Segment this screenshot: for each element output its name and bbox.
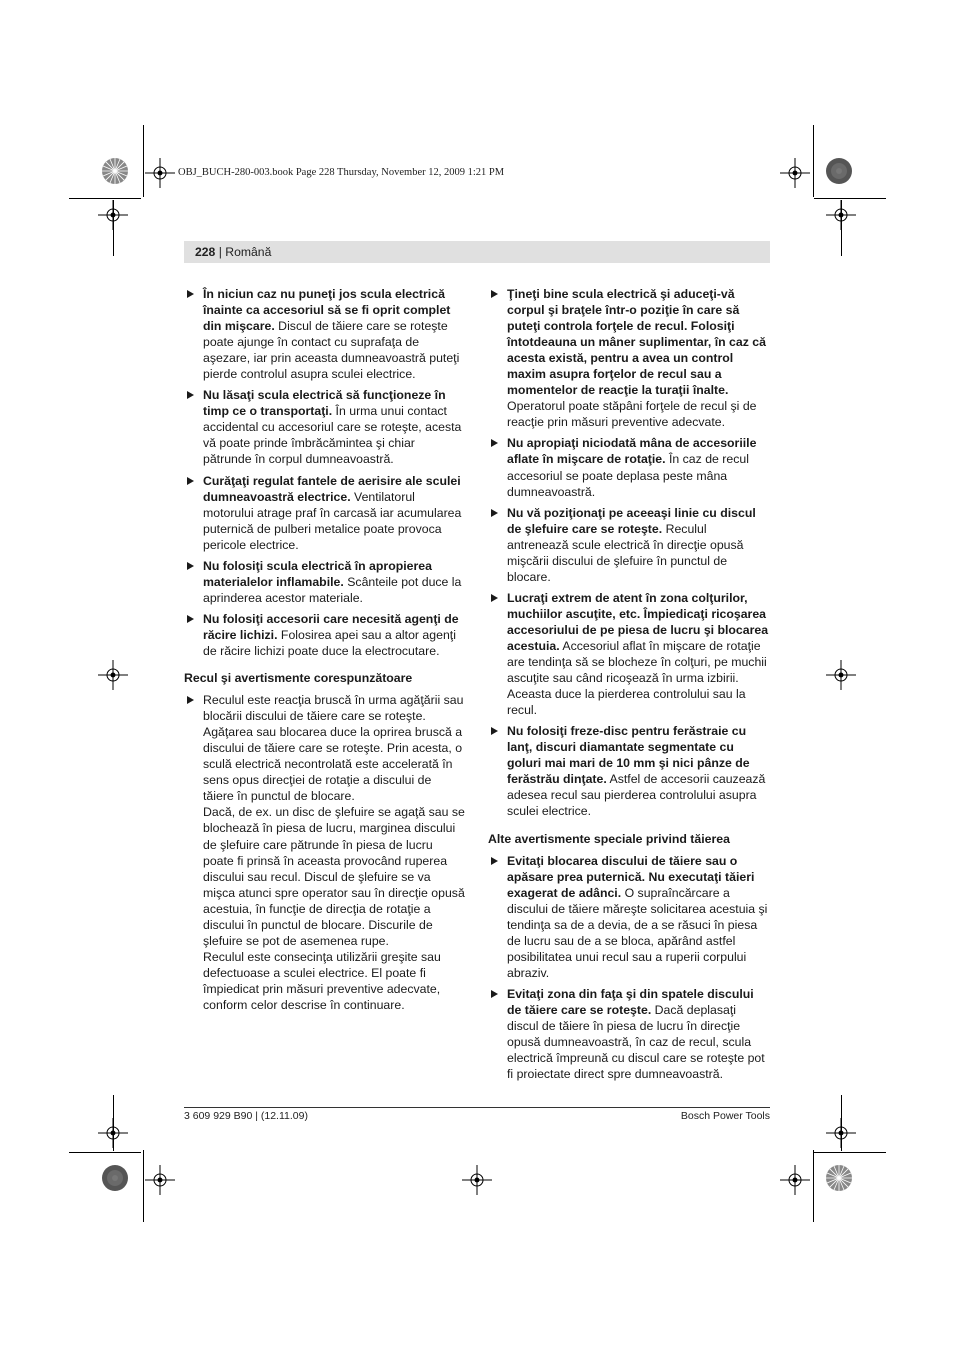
registration-target-icon (780, 158, 810, 188)
footer-brand: Bosch Power Tools (680, 1110, 770, 1122)
crop-mark (69, 198, 141, 199)
registration-target-icon (780, 1165, 810, 1195)
list-item (488, 590, 769, 718)
registration-target-icon (145, 158, 175, 188)
page-number: 228 (195, 245, 216, 259)
item-text: Reculul antrenează scule electrică în direcţie opusă mişcării discului de şlefuire în punctul de blocare. (507, 521, 744, 584)
item-bold: În niciun caz nu puneţi jos scula electrică înainte ca accesoriul să se fi oprit complet din mişcare. (203, 287, 451, 334)
item-text: Scânteile pot duce la aprinderea acestor materiale. (203, 574, 462, 605)
bullet-triangle-icon (187, 387, 194, 404)
list-item (488, 505, 769, 585)
header-language: Română (225, 245, 272, 259)
paragraph: Dacă, de ex. un disc de şlefuire se agaţă sau se blochează în piesa de lucru, marginea discului de şlefuire care pătrunde în piesa de lucru poate fi prinsă în aceasta provocând ruperea discului sau recul. Discul de şlefuire se va mişca atunci spre operator sau în direcţie opusă acestuia, în funcţie de direcţia de rotaţie a discului în punctul de blocare. Discurile de şlefuire se pot de asemenea rupe. (203, 805, 465, 948)
crop-mark (814, 1152, 886, 1153)
list-item (488, 853, 769, 981)
section-heading-recoil: Recul şi avertismente corespunzătoare (184, 671, 413, 686)
right-column (488, 286, 769, 1087)
item-text: În caz de recul accesoriul se poate deplasa peste mâna dumneavoastră. (507, 452, 749, 499)
registration-target-icon (145, 1165, 175, 1195)
item-bold: Nu apropiaţi niciodată mâna de accesoriile aflate în mişcare de rotaţie. (507, 436, 757, 467)
page-header (184, 241, 770, 263)
registration-target-icon (98, 1118, 128, 1148)
registration-target-icon (826, 1118, 856, 1148)
crop-mark (813, 125, 814, 197)
item-bold: Nu folosiţi freze-disc pentru ferăstraie cu lanţ, discuri diamantate segmentate cu goluri mai mari de 10 mm şi nici pânze de ferăstrău dinţate. (507, 724, 750, 787)
item-bold: Nu vă poziţionaţi pe aceeaşi linie cu discul de şlefuire care se roteşte. (507, 505, 756, 536)
registration-target-icon (826, 660, 856, 690)
item-text: Astfel de accesorii cauzează adesea recul sau pierderea controlului asupra sculei electrice. (507, 772, 766, 819)
bullet-triangle-icon (491, 723, 498, 740)
item-bold: Curăţaţi regulat fantele de aerisire ale sculei dumneavoastră electrice. (203, 473, 461, 504)
bullet-triangle-icon (491, 286, 498, 303)
crop-mark (143, 125, 144, 197)
bullet-triangle-icon (187, 558, 194, 575)
section-heading-cutting: Alte avertismente speciale privind tăierea (488, 831, 730, 846)
footer-rule (184, 1107, 770, 1108)
item-bold: Evitaţi blocarea discului de tăiere sau o apăsare prea puternică. Nu executaţi tăieri exagerat de adânci. (507, 853, 755, 900)
bullet-triangle-icon (187, 611, 194, 628)
list-item (488, 286, 769, 430)
list-item (184, 558, 465, 606)
item-text: Accesoriul aflat în mişcare de rotaţie are tendinţa să se blocheze în colţuri, pe muchii ascuţite sau când ricoşează în urma izbirii. Aceasta duce la pierderea controlului sau la recul. (507, 638, 767, 718)
print-header: OBJ_BUCH-280-003.book Page 228 Thursday, November 12, 2009 1:21 PM (178, 167, 505, 178)
bullet-triangle-icon (491, 435, 498, 452)
bullet-triangle-icon (187, 286, 194, 303)
list-item (184, 387, 465, 467)
item-text: Folosirea apei sau a altor agenţi de răcire lichizi poate duce la electrocutare. (203, 627, 456, 658)
paragraph: Reculul este reacţia bruscă în urma agăţării sau blocării discului de tăiere care se roteşte. Agăţarea sau blocarea duce la oprirea bruscă a discului de tăiere care se roteşte. Prin acesta, o sculă electrică necontrolată este accelerată în sens opus direcţiei de rotaţie a discului de tăiere în punctul de blocare. (203, 693, 464, 804)
item-text: Ventilatorul motorului atrage praf în carcasă iar acumularea puternică de pulberi metalice poate provoca pericole electrice. (203, 489, 462, 552)
header-separator: | (215, 245, 226, 259)
item-text: O supraîncărcare a discului de tăiere măreşte solicitarea acestuia şi tendinţa sa de a devia, de a se răsuci în piesa de lucru sau de a se bloca, apărând astfel posibilitatea unui recul sau a ruperii corpului abraziv. (507, 885, 768, 980)
list-item (184, 692, 465, 1013)
registration-target-icon (98, 200, 128, 230)
left-column (184, 286, 465, 1018)
item-text: Operatorul poate stăpâni forţele de recul şi de reacţie prin măsuri preventive adecvate. (507, 399, 757, 430)
item-bold: Nu lăsaţi scula electrică să funcţioneze în timp ce o transportaţi. (203, 388, 446, 419)
list-item (184, 611, 465, 659)
item-bold: Evitaţi zona din faţa şi din spatele discului de tăiere care se roteşte. (507, 986, 754, 1017)
bullet-triangle-icon (187, 692, 194, 709)
item-text: În urma unui contact accidental cu accesoriul care se roteşte, acesta vă poate prinde îmbrăcămintea şi chiar pătrunde în corpul dumneavoastră. (203, 404, 462, 467)
registration-target-icon (826, 200, 856, 230)
crop-mark (69, 1152, 141, 1153)
bullet-triangle-icon (491, 853, 498, 870)
item-bold: Ţineţi bine scula electrică şi aduceţi-vă corpul şi braţele într-o poziţie în care să puteţi controla forţele de recul. Folosiţi întotdeauna un mâner suplimentar, în caz că acesta există, pentru a avea un control maxim asupra forţelor de recul sau a momentelor de reacţie la turaţii înalte. (507, 287, 766, 398)
crop-mark (813, 1150, 814, 1222)
bullet-triangle-icon (491, 590, 498, 607)
item-text: Discul de tăiere care se roteşte poate ajunge în contact cu suprafaţa de aşezare, iar prin aceasta dumneavoastră puteţi pierde controlul asupra sculei electrice. (203, 319, 460, 382)
starburst-wheel-icon (825, 1164, 853, 1192)
footer-doc-number: 3 609 929 B90 | (12.11.09) (184, 1110, 308, 1122)
item-text: Dacă deplasaţi discul de tăiere în piesa de lucru în direcţie opusă dumneavoastră, în caz de recul, scula electrică împreună cu discul care se roteşte pot fi proiectate direct spre dumneavoastră. (507, 1002, 765, 1082)
bullet-triangle-icon (491, 505, 498, 522)
crop-mark (814, 198, 886, 199)
bullet-triangle-icon (491, 986, 498, 1003)
starburst-wheel-icon (101, 157, 129, 185)
list-item (488, 435, 769, 499)
paragraph: Reculul este consecinţa utilizării greşite sau defectuoase a sculei electrice. El poate fi împiedicat prin măsuri preventive adecvate, conform celor descrise în continuare. (203, 949, 441, 1012)
crop-mark (143, 1150, 144, 1222)
item-bold: Nu folosiţi accesorii care necesită agenţi de răcire lichizi. (203, 611, 459, 642)
list-item (488, 986, 769, 1082)
list-item (184, 286, 465, 382)
list-item (184, 473, 465, 553)
bullet-triangle-icon (187, 473, 194, 490)
item-bold: Nu folosiţi scula electrică în apropierea materialelor inflamabile. (203, 558, 432, 589)
list-item (488, 723, 769, 819)
registration-target-icon (462, 1165, 492, 1195)
item-bold: Lucraţi extrem de atent în zona colţurilor, muchiilor ascuţite, etc. Împiedicaţi ricoşarea accesoriului de pe piesa de lucru şi blocarea acestuia. (507, 590, 769, 653)
registration-target-icon (98, 660, 128, 690)
density-wheel-icon (101, 1164, 129, 1192)
density-wheel-icon (825, 157, 853, 185)
